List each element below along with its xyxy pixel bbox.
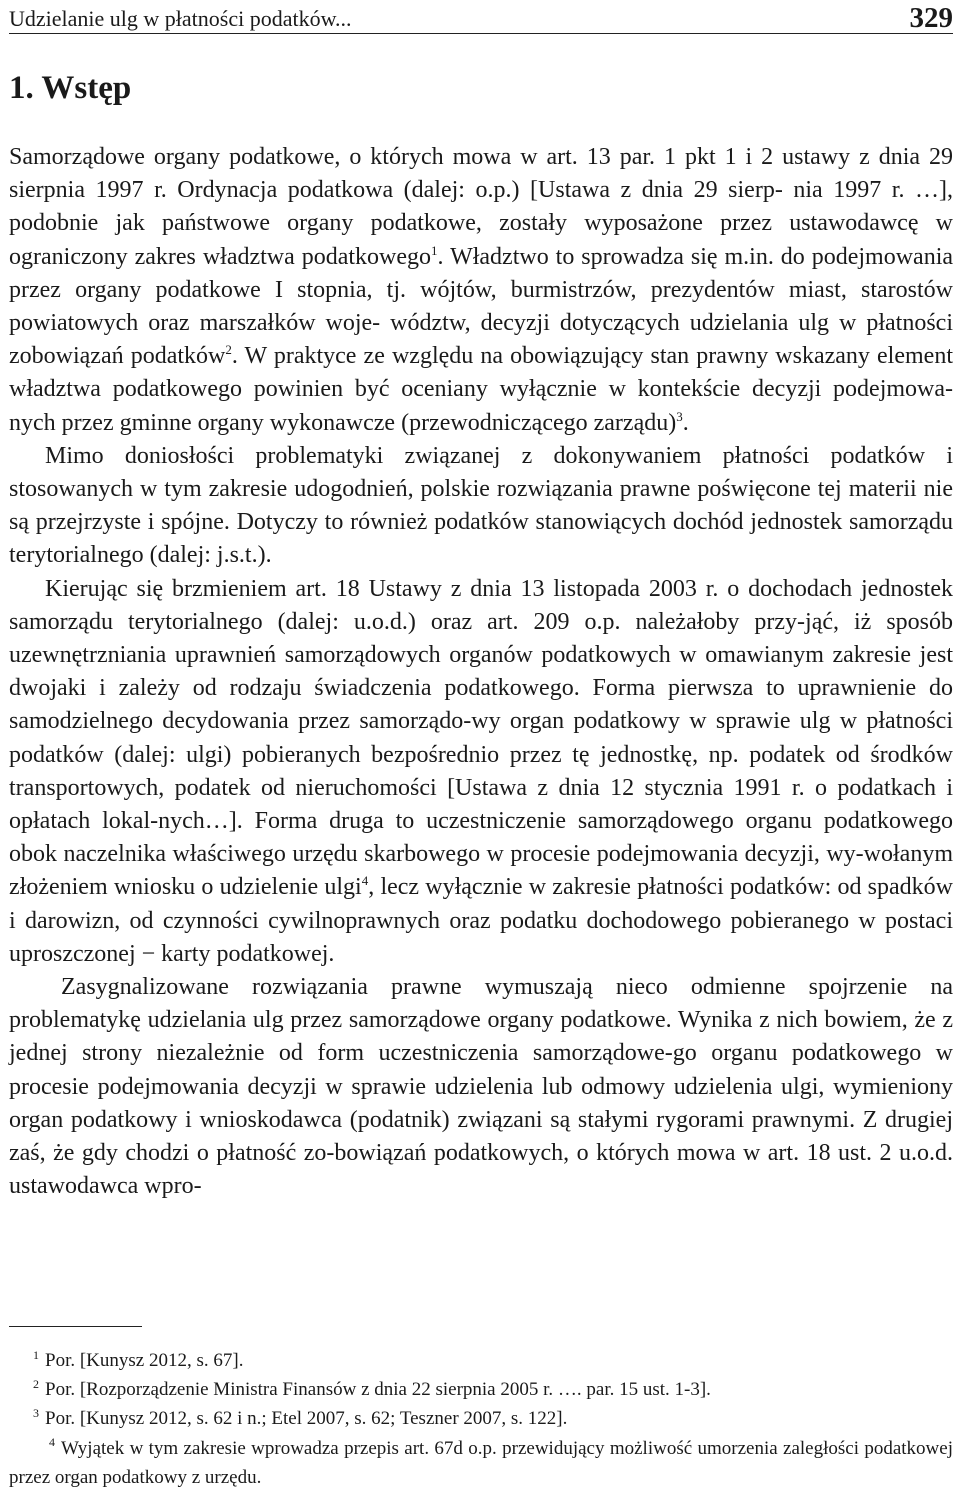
footnote-1: $^1$ Por. [Kunysz 2012, s. 67].	[33, 1347, 244, 1371]
paragraph-4: Zasygnalizowane rozwiązania prawne wymuszają nieco odmienne spojrzenie na problematykę udzielania ulg przez samorządowe organy podatkowe. Wynika z nich bowiem, że z jednej strony niezależnie od form uczestniczenia samorządowe-go organu podatkowego w procesie podejmowania decyzji w sprawie udzielenia lub odmowy udzielenia ulgi, wymieniony organ podatkowy i wnioskodawca (podatnik) związani są stałymi rygorami prawnymi. Z drugiej zaś, że gdy chodzi o płatność zo-bowiązań podatkowych, o których mowa w art. 18 ust. 2 u.o.d. ustawodawca wpro-	[9, 974, 953, 1200]
footnote-ref-2[interactable]: 2	[225, 342, 232, 358]
page-number: 329	[909, 2, 953, 34]
running-head-title: Udzielanie ulg w płatności podatków...	[9, 6, 352, 31]
footnote-3: $^3$ Por. [Kunysz 2012, s. 62 i n.; Etel 2007, s. 62; Teszner 2007, s. 122].	[33, 1406, 568, 1430]
paragraph-3: Kierując się brzmieniem art. 18 Ustawy z dnia 13 listopada 2003 r. o dochodach jednostek samorządu terytorialnego (dalej: u.o.d.) oraz art. 209 o.p. należałoby przy-jąć, iż sposób uzewnętrzniania uprawnień samorządowych organów podatkowych w omawianym zakresie jest dwojaki i zależy od rodzaju świadczenia podatkowego. Forma pierwsza to uprawnienie do samodzielnego decydowania przez samorządo-wy organ podatkowy w sprawie ulg w płatności podatków (dalej: ulgi) pobieranych bezpośrednio przez tę jednostkę, np. podatek od środków transportowych, podatek od nieruchomości [Ustawa z dnia 12 stycznia 1991 r. o podatkach i opłatach lokal-nych…]. Forma druga to uczestniczenie samorządowego organu podatkowego obok naczelnika właściwego urzędu skarbowego w procesie podejmowania decyzji, wy-wołanym złożeniem wniosku o udzielenie ulgi$^4$, lecz wyłącznie w zakresie płatności podatków: od spadków i darowizn, od czynności cywilnoprawnych oraz podatku dochodowego pobieranego w postaci uproszczonej − karty podatkowej.	[9, 575, 954, 967]
body-text	[9, 141, 953, 1204]
section-title: 1. Wstęp	[9, 70, 132, 106]
running-head	[9, 2, 953, 36]
header-rule	[9, 33, 953, 34]
footnote-rule	[9, 1326, 142, 1327]
footnotes	[9, 1346, 953, 1492]
footnote-ref-4[interactable]: 4	[361, 873, 369, 889]
footnote-2: $^2$ Por. [Rozporządzenie Ministra Finansów z dnia 22 sierpnia 2005 r. …. par. 15 ust. 1-3].	[33, 1376, 711, 1401]
footnote-4: $^4$ Wyjątek w tym zakresie wprowadza przepis art. 67d o.p. przewidujący możliwość umorzenia zaległości podatkowej przez organ podatkowy z urzędu.	[9, 1435, 953, 1488]
paragraph-1: Samorządowe organy podatkowe, o których mowa w art. 13 par. 1 pkt 1 i 2 ustawy z dnia 29 sierpnia 1997 r. Ordynacja podatkowa (dalej: o.p.) [Ustawa z dnia 29 sierp- nia 1997 r. …], podobnie jak państwowe organy podatkowe, zostały wyposażone przez ustawodawcę w ograniczony zakres władztwa podatkowego$^1$. Władztwo to sprowadza się m.in. do podejmowania przez organy podatkowe I stopnia, tj. wójtów, burmistrzów, prezydentów miast, starostów powiatowych oraz marszałków woje- wództw, decyzji dotyczących udzielania ulg w płatności zobowiązań podatków$^2$. W praktyce ze względu na obowiązujący stan prawny wskazany element władztwa podatkowego powinien być oceniany wyłącznie w kontekście decyzji podejmowa- nych przez gminne organy wykonawcze (przewodniczącego zarządu)$^3$.	[9, 144, 954, 436]
footnote-ref-1[interactable]: 1	[431, 242, 438, 258]
document-page	[9, 0, 954, 1488]
footnote-ref-3[interactable]: 3	[676, 408, 683, 424]
paragraph-2: Mimo doniosłości problematyki związanej z dokonywaniem płatności podatków i stosowanych w tym zakresie udogodnień, polskie rozwiązania prawne poświęcone tej materii nie są przejrzyste i spójne. Dotyczy to również podatków stanowiących dochód jednostek samorządu terytorialnego (dalej: j.s.t.).	[9, 442, 953, 569]
